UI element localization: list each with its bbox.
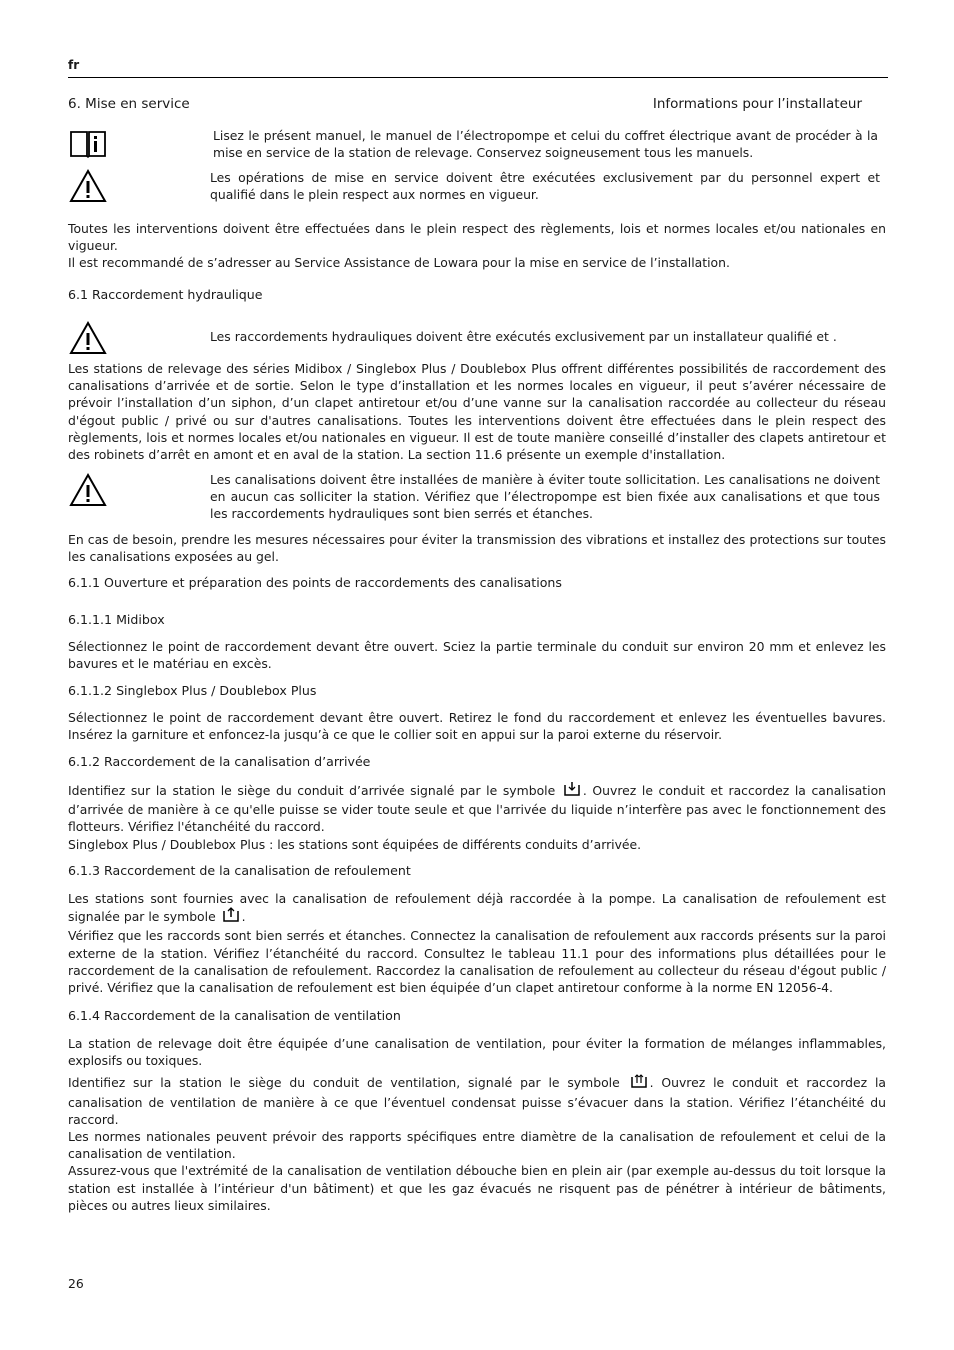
body-paragraph: La station de relevage doit être équipée d’une canalisation de ventilation, pour éviter la formation de mélanges inflammables, explosifs ou toxiques. [68, 1036, 886, 1069]
body-paragraph [68, 1073, 886, 1128]
subsection-title: 6.1.2 Raccordement de la canalisation d’arrivée [68, 754, 371, 769]
paragraph-text: . Ouvrez le conduit et raccordez la canalisation d’arrivée de manière à ce qu'elle puisse se vider toute seule et que l'arrivée du liquide n’interfère pas avec le fonctionnement des flotteurs. Vérifiez l'étanchéité du raccord. [68, 783, 887, 835]
book-icon [68, 127, 108, 165]
warning-note: Les opérations de mise en service doivent être exécutées exclusivement par du personnel expert et qualifié dans le plein respect aux normes en vigueur. [210, 170, 880, 203]
page-number: 26 [68, 1276, 84, 1291]
warning-triangle-icon [68, 168, 108, 208]
inlet-symbol-icon [563, 781, 581, 801]
header-rule [68, 77, 888, 78]
warning-note: Les canalisations doivent être installées de manière à éviter toute sollicitation. Les canalisations ne doivent en aucun cas solliciter la station. Vérifiez que l’électropompe est bien fixée aux canalisations et que tous les raccordements hydrauliques sont bien serrés et étanches. [210, 472, 880, 522]
body-paragraph [68, 781, 886, 836]
paragraph-text: Identifiez sur la station le siège du conduit de ventilation, signalé par le symbole [68, 1075, 620, 1091]
subsection-title: 6.1 Raccordement hydraulique [68, 287, 263, 302]
body-paragraph: Sélectionnez le point de raccordement devant être ouvert. Sciez la partie terminale du conduit sur environ 20 mm et enlevez les bavures et le matériau en excès. [68, 639, 886, 672]
warning-triangle-icon [68, 320, 108, 360]
subsection-title: 6.1.1 Ouverture et préparation des points de raccordements des canalisations [68, 575, 562, 590]
subsection-title: 6.1.1.2 Singlebox Plus / Doublebox Plus [68, 683, 317, 698]
audience-title: Informations pour l’installateur [652, 96, 862, 112]
subsection-title: 6.1.1.1 Midibox [68, 612, 165, 627]
body-paragraph: Vérifiez que les raccords sont bien serrés et étanches. Connectez la canalisation de refoulement aux raccords présents sur la paroi externe de la station. Vérifiez l’étanchéité du raccord. Consultez le tableau 11.1 pour des informations plus détaillées pour le raccordement de la canalisation de refoulement. Raccordez la canalisation de refoulement au collecteur du réseau d'égout public / privé. Vérifiez que la canalisation de refoulement est bien équipée d’un clapet antiretour conforme à la norme EN 12056-4. [68, 928, 886, 996]
paragraph-text: . [241, 909, 246, 925]
body-paragraph: Singlebox Plus / Doublebox Plus : les stations sont équipées de différents conduits d’arrivée. [68, 836, 642, 852]
intro-paragraph: Toutes les interventions doivent être effectuées dans le plein respect des règlements, lois et normes locales et/ou nationales en vigueur. [68, 221, 886, 254]
intro-paragraph: Il est recommandé de s’adresser au Service Assistance de Lowara pour la mise en service de l’installation. [68, 255, 730, 271]
paragraph-text: Les stations sont fournies avec la canalisation de refoulement déjà raccordée à la pompe. La canalisation de refoulement est signalée par le symbole [68, 891, 886, 925]
body-paragraph: Les stations de relevage des séries Midibox / Singlebox Plus / Doublebox Plus offrent différentes possibilités de raccordement des canalisations d’arrivée et de sortie. Selon le type d’installation et les normes locales en vigueur, il peut s’avérer nécessaire de prévoir l’installation d’un siphon, d’un clapet antiretour et/ou d’une vanne sur la canalisation raccordée au collecteur du réseau d'égout public / privé ou sur d'autres canalisations. Toutes les interventions doivent être effectuées dans le plein respect des règlements, lois et normes locales et/ou nationales en vigueur. Il est de toute manière conseillé d’installer des clapets antiretour et des robinets d’arrêt en amont et en aval de la station. La section 11.6 présente un exemple d'installation. [68, 361, 886, 463]
paragraph-text: Identifiez sur la station le siège du conduit d’arrivée signalé par le symbole [68, 783, 556, 798]
paragraph-text: . Ouvrez le conduit et raccordez la canalisation de ventilation de manière à ce que l’éventuel condensat puisse s’évacuer dans la station. Vérifiez l’étanchéité du raccord. [68, 1075, 886, 1127]
body-paragraph [68, 890, 886, 927]
body-paragraph: Assurez-vous que l'extrémité de la canalisation de ventilation débouche bien en plein air (par exemple au-dessus du toit lorsque la station est installée à l’intérieur d'un bâtiment) et que les gaz évacués ne risquent pas de pénétrer à intérieur de bâtiments, pièces ou autres lieux similaires. [68, 1163, 886, 1213]
subsection-title: 6.1.3 Raccordement de la canalisation de refoulement [68, 863, 411, 878]
section-title: 6. Mise en service [68, 96, 190, 112]
warning-triangle-icon [68, 472, 108, 512]
language-code: fr [68, 58, 80, 72]
body-paragraph: Les normes nationales peuvent prévoir des rapports spécifiques entre diamètre de la canalisation de refoulement et celui de la canalisation de ventilation. [68, 1129, 886, 1162]
vent-symbol-icon [630, 1073, 648, 1093]
manual-note: Lisez le présent manuel, le manuel de l’électropompe et celui du coffret électrique avant de procéder à la mise en service de la station de relevage. Conservez soigneusement tous les manuels. [213, 128, 878, 161]
subsection-title: 6.1.4 Raccordement de la canalisation de ventilation [68, 1008, 401, 1023]
warning-note: Les raccordements hydrauliques doivent être exécutés exclusivement par un installateur qualifié et . [210, 329, 837, 344]
outlet-symbol-icon [222, 907, 240, 927]
body-paragraph: Sélectionnez le point de raccordement devant être ouvert. Retirez le fond du raccordement et enlevez les éventuelles bavures. Insérez la garniture et enfoncez-la jusqu’à ce que le collier soit en appui sur la paroi externe du réservoir. [68, 710, 886, 743]
body-paragraph: En cas de besoin, prendre les mesures nécessaires pour éviter la transmission des vibrations et installez des protections sur toutes les canalisations exposées au gel. [68, 532, 886, 565]
